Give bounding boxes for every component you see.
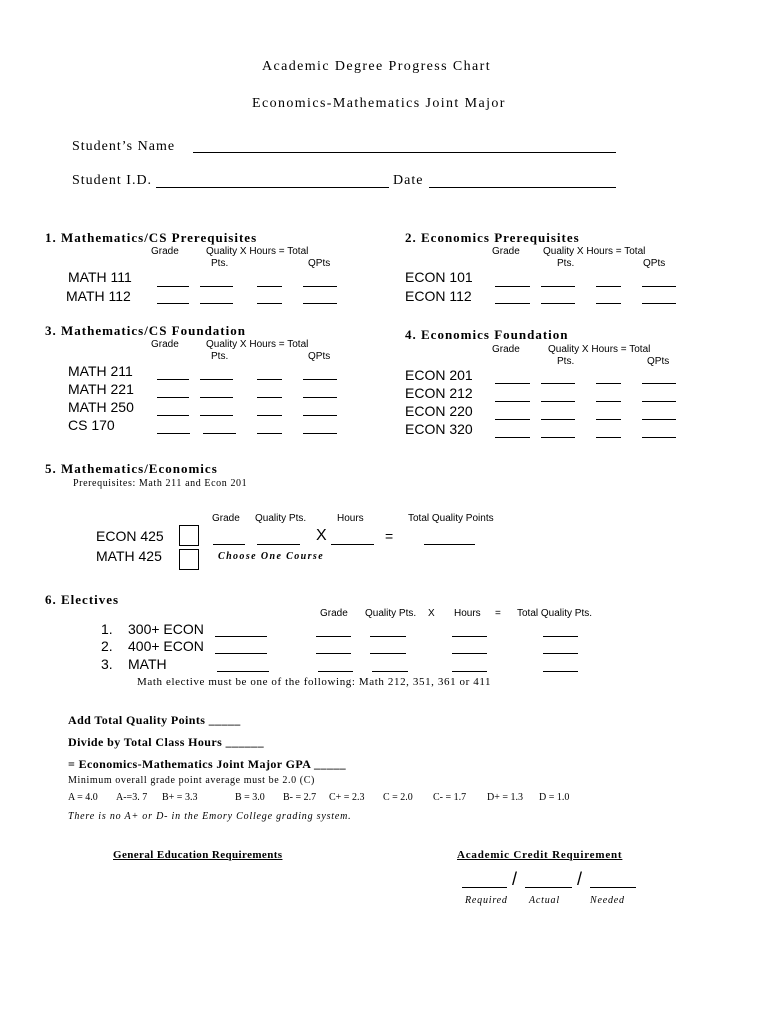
grade-blank[interactable] <box>157 415 189 416</box>
elective-label: 400+ ECON <box>128 638 204 654</box>
grade-value: A = 4.0 <box>68 792 98 803</box>
grade-value: B- = 2.7 <box>283 792 317 803</box>
grade-blank[interactable] <box>316 653 351 654</box>
total-qpts-blank[interactable] <box>303 303 337 304</box>
total-qpts-blank[interactable] <box>303 433 337 434</box>
total-quality-pts-blank[interactable] <box>543 653 578 654</box>
elective-number: 2. <box>101 638 113 654</box>
joint-major-gpa: = Economics-Mathematics Joint Major GPA _____ <box>68 757 347 771</box>
total-qpts-blank[interactable] <box>642 419 676 420</box>
quality-pts-blank[interactable] <box>541 401 575 402</box>
hours-blank[interactable] <box>331 544 374 545</box>
quality-pts-blank[interactable] <box>541 286 575 287</box>
multiply-sign: X <box>316 527 327 544</box>
hours-blank[interactable] <box>257 303 282 304</box>
section-6-title: 6. Electives <box>45 592 120 607</box>
math-elective-note: Math elective must be one of the following: Math 212, 351, 361 or 411 <box>137 676 492 688</box>
course-label: MATH 250 <box>68 399 134 415</box>
elective-course-blank[interactable] <box>217 671 269 672</box>
course-label: ECON 112 <box>405 288 472 304</box>
elective-course-blank[interactable] <box>215 636 267 637</box>
total-quality-points-blank[interactable] <box>424 544 475 545</box>
quality-pts-blank[interactable] <box>200 415 233 416</box>
econ-425-checkbox[interactable] <box>179 525 199 546</box>
hours-blank[interactable] <box>452 671 487 672</box>
qpts-header: QPts <box>308 258 331 269</box>
quality-hours-header: Quality X Hours = Total <box>548 344 651 355</box>
course-label: ECON 425 <box>96 528 164 544</box>
quality-pts-blank[interactable] <box>541 303 575 304</box>
section-5-title: 5. Mathematics/Economics <box>45 461 218 476</box>
student-name-field[interactable] <box>193 152 616 153</box>
quality-pts-blank[interactable] <box>200 303 233 304</box>
course-label: MATH 112 <box>66 288 131 304</box>
total-qpts-blank[interactable] <box>303 415 337 416</box>
hours-header: Hours <box>337 513 364 524</box>
course-label: ECON 201 <box>405 367 473 383</box>
hours-blank[interactable] <box>257 397 282 398</box>
quality-pts-blank[interactable] <box>541 383 575 384</box>
course-label: MATH 111 <box>68 269 132 285</box>
grade-header: Grade <box>492 246 520 257</box>
needed-label: Needed <box>590 895 625 906</box>
hours-blank[interactable] <box>257 433 282 434</box>
math-425-checkbox[interactable] <box>179 549 199 570</box>
quality-pts-blank[interactable] <box>541 437 575 438</box>
grade-blank[interactable] <box>495 303 530 304</box>
slash-separator: / <box>512 869 518 889</box>
total-qpts-blank[interactable] <box>303 286 337 287</box>
elective-number: 1. <box>101 621 113 637</box>
slash-separator: / <box>577 869 583 889</box>
section-1-title: 1. Mathematics/CS Prerequisites <box>45 230 258 245</box>
grade-blank[interactable] <box>495 419 530 420</box>
pts-header: Pts. <box>211 351 229 362</box>
total-qpts-blank[interactable] <box>642 383 676 384</box>
grade-blank[interactable] <box>157 397 189 398</box>
quality-pts-blank[interactable] <box>370 636 406 637</box>
grade-blank[interactable] <box>495 383 530 384</box>
total-quality-points-header: Total Quality Points <box>408 513 494 524</box>
student-id-field[interactable] <box>156 187 389 188</box>
actual-label: Actual <box>529 895 560 906</box>
quality-pts-blank[interactable] <box>541 419 575 420</box>
grade-value: B = 3.0 <box>235 792 265 803</box>
pts-header: Pts. <box>211 258 229 269</box>
elective-label: 300+ ECON <box>128 621 204 637</box>
quality-pts-blank[interactable] <box>372 671 408 672</box>
quality-pts-blank[interactable] <box>200 379 233 380</box>
grade-value: D+ = 1.3 <box>487 792 524 803</box>
course-label: ECON 220 <box>405 403 473 419</box>
date-label: Date <box>393 173 424 188</box>
grade-value: C = 2.0 <box>383 792 413 803</box>
quality-pts-blank[interactable] <box>370 653 406 654</box>
hours-blank[interactable] <box>596 401 621 402</box>
total-qpts-blank[interactable] <box>642 286 676 287</box>
student-id-label: Student I.D. <box>72 173 153 188</box>
grade-header: Grade <box>492 344 520 355</box>
grade-blank[interactable] <box>495 401 530 402</box>
grade-value: C+ = 2.3 <box>329 792 365 803</box>
quality-pts-blank[interactable] <box>203 433 236 434</box>
hours-blank[interactable] <box>452 636 487 637</box>
quality-pts-blank[interactable] <box>200 286 233 287</box>
quality-hours-header: Quality X Hours = Total <box>206 339 309 350</box>
actual-credits-blank[interactable] <box>525 887 572 888</box>
hours-blank[interactable] <box>257 286 282 287</box>
course-label: ECON 101 <box>405 269 473 285</box>
equals-sign: = <box>385 528 394 544</box>
qpts-header: QPts <box>308 351 331 362</box>
gen-ed-requirements-heading: General Education Requirements <box>113 849 283 861</box>
qpts-header: QPts <box>643 258 666 269</box>
hours-blank[interactable] <box>596 383 621 384</box>
academic-credit-heading: Academic Credit Requirement <box>457 849 623 861</box>
grade-blank[interactable] <box>495 437 530 438</box>
grade-blank[interactable] <box>157 433 190 434</box>
grade-blank[interactable] <box>157 303 189 304</box>
grade-blank[interactable] <box>213 544 245 545</box>
grade-header: Grade <box>151 246 179 257</box>
add-total-quality-points: Add Total Quality Points _____ <box>68 713 241 727</box>
grade-blank[interactable] <box>157 379 189 380</box>
required-credits-blank[interactable] <box>462 887 507 888</box>
page-title: Academic Degree Progress Chart <box>262 59 491 74</box>
grade-value: A-=3. 7 <box>116 792 148 803</box>
quality-pts-header: Quality Pts. <box>365 608 417 619</box>
page-subtitle: Economics-Mathematics Joint Major <box>252 96 506 111</box>
student-name-label: Student’s Name <box>72 139 176 154</box>
grade-value: D = 1.0 <box>539 792 570 803</box>
hours-blank[interactable] <box>452 653 487 654</box>
date-field[interactable] <box>429 187 616 188</box>
grade-blank[interactable] <box>157 286 189 287</box>
grade-value: C- = 1.7 <box>433 792 467 803</box>
required-label: Required <box>465 895 508 906</box>
course-label: ECON 320 <box>405 421 473 437</box>
course-label: ECON 212 <box>405 385 473 401</box>
total-quality-pts-header: Total Quality Pts. <box>517 608 593 619</box>
section-4-title: 4. Economics Foundation <box>405 327 569 342</box>
grade-header: Grade <box>151 339 179 350</box>
multiply-header: X <box>428 608 435 619</box>
divide-total-class-hours: Divide by Total Class Hours ______ <box>68 735 264 749</box>
total-qpts-blank[interactable] <box>303 379 337 380</box>
elective-number: 3. <box>101 656 113 672</box>
grade-blank[interactable] <box>318 671 353 672</box>
grading-system-note: There is no A+ or D- in the Emory College grading system. <box>68 811 352 822</box>
hours-header: Hours <box>454 608 481 619</box>
quality-pts-header: Quality Pts. <box>255 513 307 524</box>
grade-blank[interactable] <box>316 636 351 637</box>
hours-blank[interactable] <box>596 303 621 304</box>
quality-hours-header: Quality X Hours = Total <box>543 246 646 257</box>
section-3-title: 3. Mathematics/CS Foundation <box>45 323 246 338</box>
qpts-header: QPts <box>647 356 670 367</box>
hours-blank[interactable] <box>596 437 621 438</box>
hours-blank[interactable] <box>596 419 621 420</box>
equals-header: = <box>495 608 501 619</box>
grade-header: Grade <box>212 513 240 524</box>
course-label: MATH 211 <box>68 363 133 379</box>
total-quality-pts-blank[interactable] <box>543 671 578 672</box>
quality-hours-header: Quality X Hours = Total <box>206 246 309 257</box>
hours-blank[interactable] <box>596 286 621 287</box>
total-qpts-blank[interactable] <box>642 303 676 304</box>
hours-blank[interactable] <box>257 379 282 380</box>
total-quality-pts-blank[interactable] <box>543 636 578 637</box>
minimum-gpa-note: Minimum overall grade point average must be 2.0 (C) <box>68 775 315 786</box>
choose-one-course-note: Choose One Course <box>218 551 325 562</box>
pts-header: Pts. <box>557 258 575 269</box>
section-2-title: 2. Economics Prerequisites <box>405 230 580 245</box>
grade-value: B+ = 3.3 <box>162 792 198 803</box>
course-label: CS 170 <box>68 417 115 433</box>
needed-credits-blank[interactable] <box>590 887 636 888</box>
section-5-prereq: Prerequisites: Math 211 and Econ 201 <box>73 478 248 489</box>
quality-pts-blank[interactable] <box>200 397 233 398</box>
elective-label: MATH <box>128 656 167 672</box>
grade-header: Grade <box>320 608 348 619</box>
pts-header: Pts. <box>557 356 575 367</box>
quality-pts-blank[interactable] <box>257 544 300 545</box>
total-qpts-blank[interactable] <box>303 397 337 398</box>
total-qpts-blank[interactable] <box>642 437 676 438</box>
elective-course-blank[interactable] <box>215 653 267 654</box>
course-label: MATH 221 <box>68 381 134 397</box>
total-qpts-blank[interactable] <box>642 401 676 402</box>
hours-blank[interactable] <box>257 415 282 416</box>
course-label: MATH 425 <box>96 548 162 564</box>
grade-blank[interactable] <box>495 286 530 287</box>
